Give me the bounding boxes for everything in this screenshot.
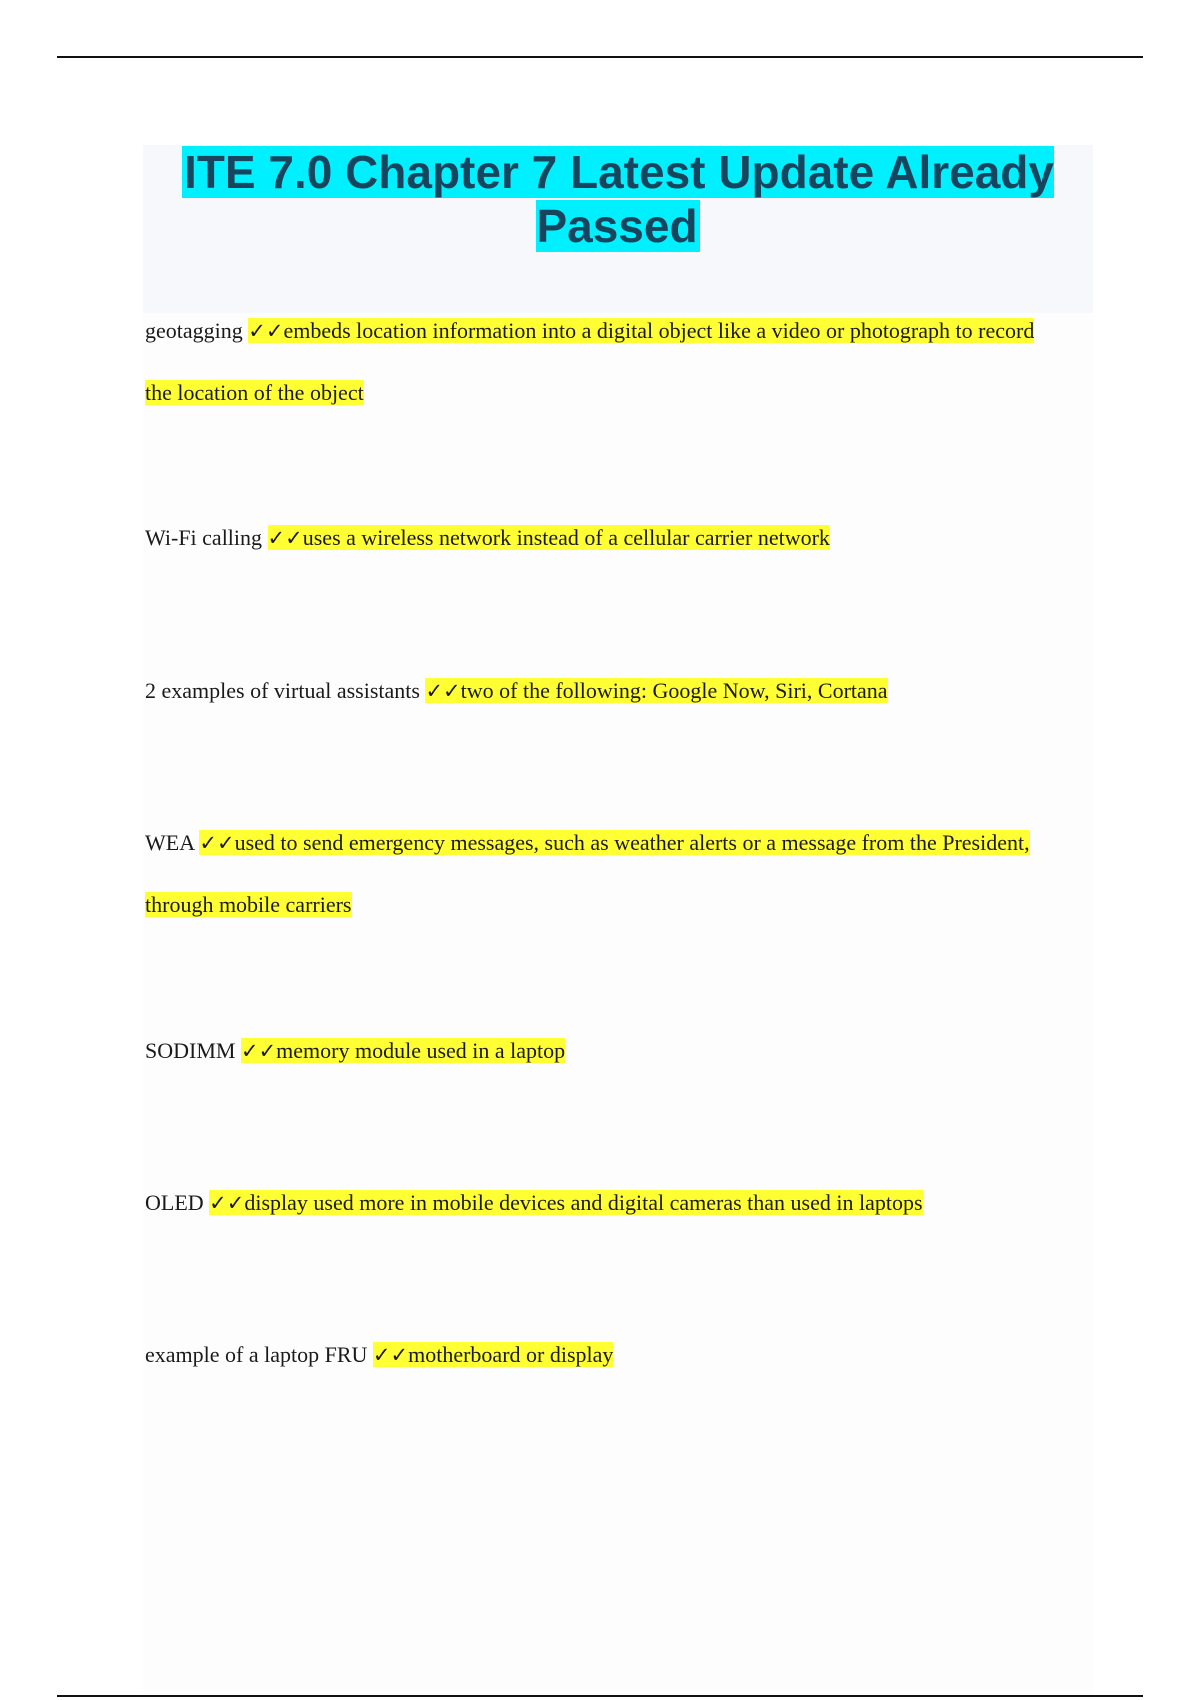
entry-answer [241,1038,565,1063]
bottom-divider [57,1695,1143,1697]
document-title [143,145,1093,253]
qa-entry-laptop-fru [145,1324,1065,1386]
entry-definition: motherboard or display [408,1342,614,1367]
top-divider [57,56,1143,58]
qa-entry-sodimm [145,1020,1065,1082]
entry-term: geotagging [145,318,243,343]
entry-definition: display used more in mobile devices and digital cameras than used in laptops [244,1190,923,1215]
double-check-icon: ✓✓ [425,679,461,703]
entry-definition: memory module used in a laptop [276,1038,566,1063]
entry-answer [425,678,887,703]
double-check-icon: ✓✓ [372,1343,409,1367]
double-check-icon: ✓✓ [267,526,303,550]
entry-definition: two of the following: Google Now, Siri, Cortana [460,678,888,703]
double-check-icon: ✓✓ [240,1039,277,1063]
qa-entry-virtual-assistants [145,660,1065,722]
entry-term: WEA [145,830,194,855]
double-check-icon: ✓✓ [248,319,284,343]
entry-answer [268,525,830,550]
entry-answer [209,1190,922,1215]
qa-entry-geotagging [145,300,1065,423]
double-check-icon: ✓✓ [199,831,235,855]
entry-answer [145,318,1034,405]
entry-term: SODIMM [145,1038,236,1063]
entry-term: OLED [145,1190,204,1215]
entry-definition: embeds location information into a digital object like a video or photograph to record the location of the object [145,318,1035,405]
entry-term: example of a laptop FRU [145,1342,368,1367]
double-check-icon: ✓✓ [209,1191,245,1215]
entry-definition: used to send emergency messages, such as weather alerts or a message from the President, through mobile carriers [145,830,1030,917]
qa-entry-wifi-calling [145,507,1065,569]
entry-answer [145,830,1030,917]
qa-entry-oled [145,1172,1065,1234]
entry-answer [373,1342,614,1367]
entry-definition: uses a wireless network instead of a cellular carrier network [302,525,830,550]
entry-term: 2 examples of virtual assistants [145,678,420,703]
qa-entry-wea [145,812,1065,935]
document-title-text: ITE 7.0 Chapter 7 Latest Update Already Passed [183,146,1054,252]
entry-term: Wi-Fi calling [145,525,263,550]
